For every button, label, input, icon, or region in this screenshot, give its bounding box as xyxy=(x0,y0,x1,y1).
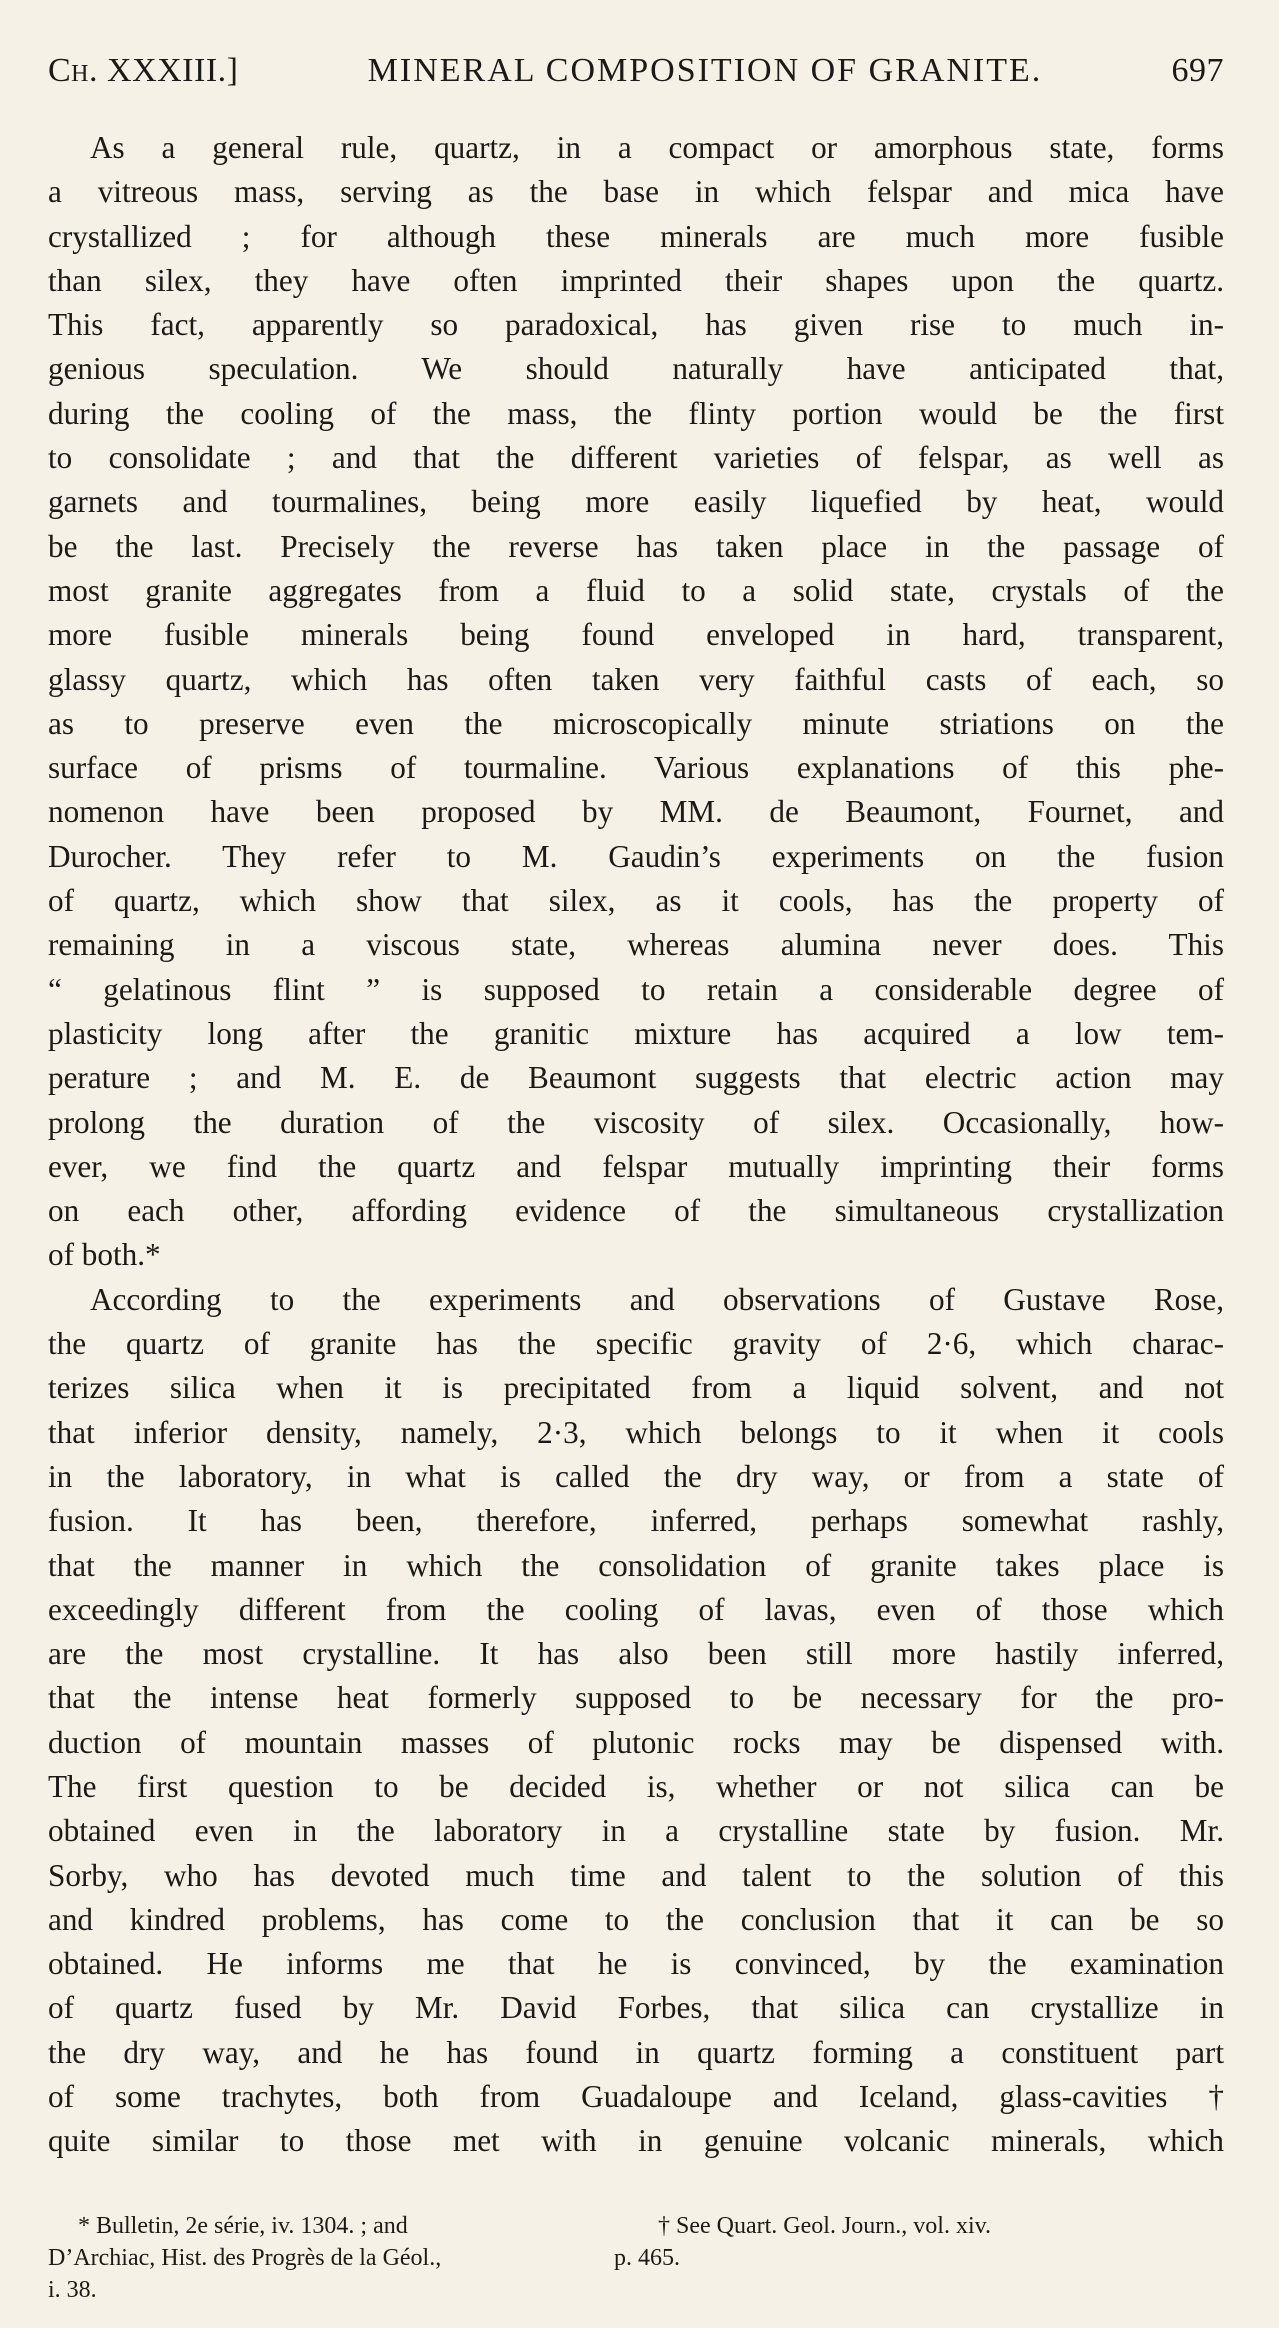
text-line: glassy quartz, which has often taken very faithful casts of each, so xyxy=(48,661,1224,697)
text-line: a vitreous mass, serving as the base in which felspar and mica have xyxy=(48,174,1224,210)
page-number: 697 xyxy=(1171,52,1224,89)
page-title: MINERAL COMPOSITION OF GRANITE. xyxy=(367,52,1043,89)
text-line: as to preserve even the microscopically minute striations on the xyxy=(48,705,1224,741)
body-text xyxy=(48,126,1224,2164)
text-line: prolong the duration of the viscosity of silex. Occasionally, how- xyxy=(48,1104,1224,1140)
text-line: remaining in a viscous state, whereas alumina never does. This xyxy=(48,927,1224,963)
text-line: the quartz of granite has the specific gravity of 2·6, which charac- xyxy=(48,1326,1224,1362)
footnote-1-line: i. 38. xyxy=(48,2277,97,2303)
text-line: during the cooling of the mass, the flinty portion would be the first xyxy=(48,395,1224,431)
footnote-1-line: D’Archiac, Hist. des Progrès de la Géol., xyxy=(48,2245,442,2271)
text-line: are the most crystalline. It has also been still more hastily inferred, xyxy=(48,1636,1224,1672)
text-line: plasticity long after the granitic mixture has acquired a low tem- xyxy=(48,1015,1224,1051)
text-line: nomenon have been proposed by MM. de Beaumont, Fournet, and xyxy=(48,794,1224,830)
text-line: on each other, affording evidence of the simultaneous crystallization xyxy=(48,1193,1224,1229)
footnote-2-line: p. 465. xyxy=(614,2245,680,2271)
text-line: most granite aggregates from a fluid to a solid state, crystals of the xyxy=(48,572,1224,608)
text-line: of quartz, which show that silex, as it cools, has the property of xyxy=(48,883,1224,919)
text-line: Sorby, who has devoted much time and talent to the solution of this xyxy=(48,1857,1224,1893)
text-line: According to the experiments and observations of Gustave Rose, xyxy=(90,1281,1224,1317)
footnote-2-line: † See Quart. Geol. Journ., vol. xiv. xyxy=(658,2213,992,2239)
text-line: and kindred problems, has come to the conclusion that it can be so xyxy=(48,1901,1224,1937)
text-line: in the laboratory, in what is called the dry way, or from a state of xyxy=(48,1458,1224,1494)
footnote-row xyxy=(48,2242,1224,2274)
page xyxy=(48,52,1224,2164)
text-line: The first question to be decided is, whether or not silica can be xyxy=(48,1768,1224,1804)
text-line: to consolidate ; and that the different varieties of felspar, as well as xyxy=(48,440,1224,476)
text-line: quite similar to those met with in genuine volcanic minerals, which xyxy=(48,2123,1224,2159)
text-line: of quartz fused by Mr. David Forbes, that silica can crystallize in xyxy=(48,1990,1224,2026)
text-line: As a general rule, quartz, in a compact or amorphous state, forms xyxy=(90,130,1224,165)
chapter-label: Ch. XXXIII.] xyxy=(48,52,239,89)
text-line: garnets and tourmalines, being more easily liquefied by heat, would xyxy=(48,484,1224,520)
text-line: genious speculation. We should naturally have anticipated that, xyxy=(48,351,1224,387)
text-line: be the last. Precisely the reverse has taken place in the passage of xyxy=(48,528,1224,564)
text-line: of both.* xyxy=(48,1237,161,1273)
text-line: duction of mountain masses of plutonic rocks may be dispensed with. xyxy=(48,1724,1224,1760)
text-line: crystallized ; for although these minerals are much more fusible xyxy=(48,218,1224,254)
text-line: fusion. It has been, therefore, inferred, perhaps somewhat rashly, xyxy=(48,1503,1224,1539)
text-line: exceedingly different from the cooling of lavas, even of those which xyxy=(48,1591,1224,1627)
running-head xyxy=(48,52,1224,104)
text-line: perature ; and M. E. de Beaumont suggests that electric action may xyxy=(48,1060,1224,1096)
footnote-1-line: * Bulletin, 2e série, iv. 1304. ; and xyxy=(78,2213,408,2239)
text-line: that the manner in which the consolidation of granite takes place is xyxy=(48,1547,1224,1583)
text-line: obtained. He informs me that he is convinced, by the examination xyxy=(48,1946,1224,1982)
footnotes xyxy=(48,2210,1224,2306)
text-line: ever, we find the quartz and felspar mutually imprinting their forms xyxy=(48,1148,1224,1184)
text-line: terizes silica when it is precipitated from a liquid solvent, and not xyxy=(48,1370,1224,1406)
text-line: than silex, they have often imprinted their shapes upon the quartz. xyxy=(48,262,1224,298)
text-line: obtained even in the laboratory in a crystalline state by fusion. Mr. xyxy=(48,1813,1224,1849)
text-line: This fact, apparently so paradoxical, has given rise to much in- xyxy=(48,307,1224,343)
text-line: the dry way, and he has found in quartz forming a constituent part xyxy=(48,2034,1224,2070)
text-line: more fusible minerals being found enveloped in hard, transparent, xyxy=(48,617,1224,653)
text-line: Durocher. They refer to M. Gaudin’s experiments on the fusion xyxy=(48,838,1224,874)
text-line: surface of prisms of tourmaline. Various explanations of this phe- xyxy=(48,750,1224,786)
text-line: “ gelatinous flint ” is supposed to retain a considerable degree of xyxy=(48,971,1224,1007)
footnote-row xyxy=(48,2210,1224,2242)
footnote-row xyxy=(48,2274,1224,2306)
text-line: of some trachytes, both from Guadaloupe and Iceland, glass-cavities † xyxy=(48,2079,1224,2115)
text-line: that inferior density, namely, 2·3, which belongs to it when it cools xyxy=(48,1414,1224,1450)
text-line: that the intense heat formerly supposed to be necessary for the pro- xyxy=(48,1680,1224,1716)
